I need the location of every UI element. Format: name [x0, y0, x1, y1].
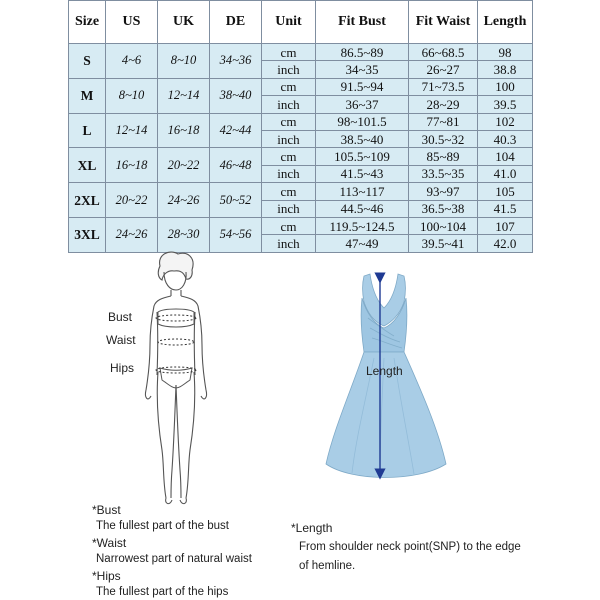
- length-cell: 39.5: [478, 96, 533, 113]
- bust-cell: 47~49: [316, 235, 409, 252]
- size-cell: M: [69, 78, 106, 113]
- size-cell: XL: [69, 148, 106, 183]
- de-cell: 54~56: [210, 217, 262, 252]
- size-cell: 2XL: [69, 183, 106, 218]
- size-cell: L: [69, 113, 106, 148]
- uk-cell: 20~22: [158, 148, 210, 183]
- length-cell: 40.3: [478, 130, 533, 147]
- unit-cell: inch: [262, 96, 316, 113]
- waist-cell: 71~73.5: [409, 78, 478, 95]
- header-length: Length: [478, 1, 533, 44]
- length-cell: 98: [478, 44, 533, 61]
- length-cell: 41.5: [478, 200, 533, 217]
- bust-cell: 91.5~94: [316, 78, 409, 95]
- uk-cell: 24~26: [158, 183, 210, 218]
- size-cell: S: [69, 44, 106, 79]
- hips-definition-title: *Hips: [92, 569, 121, 583]
- table-row: [69, 148, 533, 165]
- length-cell: 38.8: [478, 61, 533, 78]
- length-definition-text-line1: From shoulder neck point(SNP) to the edge: [299, 541, 521, 553]
- header-unit: Unit: [262, 1, 316, 44]
- de-cell: 42~44: [210, 113, 262, 148]
- us-cell: 16~18: [106, 148, 158, 183]
- unit-cell: cm: [262, 183, 316, 200]
- length-definition: [291, 521, 521, 572]
- header-uk: UK: [158, 1, 210, 44]
- length-cell: 100: [478, 78, 533, 95]
- bust-cell: 44.5~46: [316, 200, 409, 217]
- waist-cell: 66~68.5: [409, 44, 478, 61]
- hips-definition-text: The fullest part of the hips: [96, 586, 229, 598]
- length-cell: 105: [478, 183, 533, 200]
- unit-cell: cm: [262, 148, 316, 165]
- bust-cell: 34~35: [316, 61, 409, 78]
- waist-cell: 26~27: [409, 61, 478, 78]
- waist-definition-text: Narrowest part of natural waist: [96, 553, 252, 565]
- header-us: US: [106, 1, 158, 44]
- bust-cell: 98~101.5: [316, 113, 409, 130]
- size-cell: 3XL: [69, 217, 106, 252]
- size-chart-table: [68, 0, 533, 253]
- us-cell: 8~10: [106, 78, 158, 113]
- unit-cell: inch: [262, 200, 316, 217]
- header-de: DE: [210, 1, 262, 44]
- de-cell: 50~52: [210, 183, 262, 218]
- uk-cell: 28~30: [158, 217, 210, 252]
- waist-cell: 30.5~32: [409, 130, 478, 147]
- length-cell: 107: [478, 217, 533, 234]
- table-row: [69, 217, 533, 234]
- waist-measure-line: [158, 339, 194, 345]
- waist-cell: 39.5~41: [409, 235, 478, 252]
- bust-cell: 38.5~40: [316, 130, 409, 147]
- length-definition-text-line2: of hemline.: [299, 560, 356, 572]
- bust-label: Bust: [108, 310, 133, 324]
- table-row: [69, 78, 533, 95]
- us-cell: 4~6: [106, 44, 158, 79]
- length-definition-title: *Length: [291, 521, 333, 535]
- unit-cell: inch: [262, 61, 316, 78]
- unit-cell: inch: [262, 165, 316, 182]
- table-row: [69, 183, 533, 200]
- body-outline: [145, 252, 206, 504]
- waist-cell: 100~104: [409, 217, 478, 234]
- header-fit-waist: Fit Waist: [409, 1, 478, 44]
- header-size: Size: [69, 1, 106, 44]
- unit-cell: cm: [262, 78, 316, 95]
- length-cell: 42.0: [478, 235, 533, 252]
- table-row: [69, 44, 533, 61]
- unit-cell: inch: [262, 235, 316, 252]
- waist-cell: 93~97: [409, 183, 478, 200]
- us-cell: 12~14: [106, 113, 158, 148]
- bust-definition-text: The fullest part of the bust: [96, 520, 229, 532]
- hips-definition: [92, 569, 228, 598]
- hips-label: Hips: [110, 361, 135, 375]
- us-cell: 20~22: [106, 183, 158, 218]
- bust-cell: 113~117: [316, 183, 409, 200]
- length-label: Length: [366, 364, 403, 378]
- body-measurement-figure: [130, 250, 220, 510]
- us-cell: 24~26: [106, 217, 158, 252]
- bust-definition-title: *Bust: [92, 503, 121, 517]
- bra-outline: [158, 309, 194, 327]
- waist-definition-title: *Waist: [92, 536, 127, 550]
- table-row: [69, 113, 533, 130]
- bust-cell: 105.5~109: [316, 148, 409, 165]
- waist-cell: 33.5~35: [409, 165, 478, 182]
- bust-cell: 36~37: [316, 96, 409, 113]
- unit-cell: cm: [262, 217, 316, 234]
- waist-definition: [92, 536, 252, 565]
- header-fit-bust: Fit Bust: [316, 1, 409, 44]
- de-cell: 34~36: [210, 44, 262, 79]
- waist-cell: 36.5~38: [409, 200, 478, 217]
- table-header-row: [69, 1, 533, 44]
- de-cell: 46~48: [210, 148, 262, 183]
- waist-cell: 28~29: [409, 96, 478, 113]
- bust-definition: [92, 503, 229, 532]
- uk-cell: 12~14: [158, 78, 210, 113]
- de-cell: 38~40: [210, 78, 262, 113]
- uk-cell: 8~10: [158, 44, 210, 79]
- waist-cell: 85~89: [409, 148, 478, 165]
- length-cell: 104: [478, 148, 533, 165]
- waist-label: Waist: [106, 333, 136, 347]
- length-cell: 102: [478, 113, 533, 130]
- dress-figure: [322, 268, 452, 490]
- bust-cell: 119.5~124.5: [316, 217, 409, 234]
- unit-cell: cm: [262, 113, 316, 130]
- unit-cell: inch: [262, 130, 316, 147]
- bust-measure-line: [156, 315, 196, 321]
- bust-cell: 86.5~89: [316, 44, 409, 61]
- unit-cell: cm: [262, 44, 316, 61]
- waist-cell: 77~81: [409, 113, 478, 130]
- bust-cell: 41.5~43: [316, 165, 409, 182]
- uk-cell: 16~18: [158, 113, 210, 148]
- length-cell: 41.0: [478, 165, 533, 182]
